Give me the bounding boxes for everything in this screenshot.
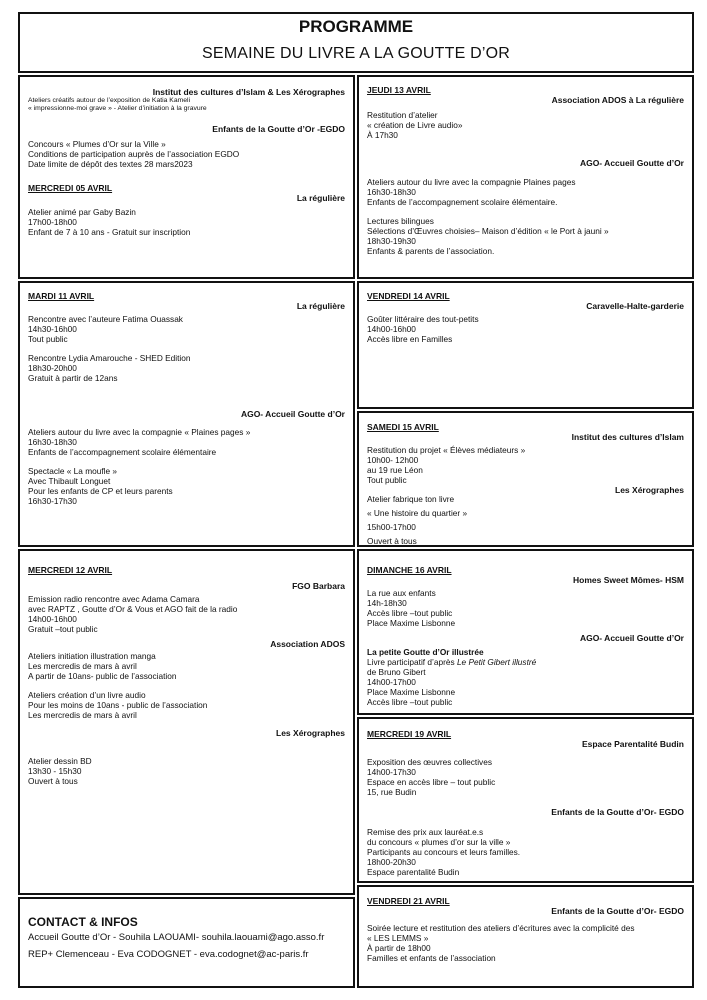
text-line: 14h00-17h00 [367, 677, 416, 687]
book-title: Le Petit Gibert illustré [456, 657, 537, 667]
day-heading: MERCREDI 05 AVRIL [28, 183, 113, 193]
text-line: 13h30 - 15h30 [28, 766, 82, 776]
org-label: FGO Barbara [292, 581, 345, 591]
text-line: Atelier fabrique ton livre [367, 494, 455, 504]
text-line: « création de Livre audio» [367, 120, 463, 130]
text-line: Spectacle « La moufle » [28, 466, 118, 476]
text-line: 18h30-20h00 [28, 363, 77, 373]
text-line: Ateliers créatifs autour de l’exposition de Katia Kameli [28, 97, 191, 104]
org-label: Les Xérographes [615, 485, 684, 495]
text-line: Rencontre avec l’auteure Fatima Ouassak [28, 314, 183, 324]
text-line: Place Maxime Lisbonne [367, 618, 456, 628]
text-line: Sélections d’Œuvres choisies– Maison d’édition « le Port à jauni » [367, 226, 609, 236]
org-label: Institut des cultures d’Islam & Les Xérographes [152, 87, 345, 97]
org-label: AGO- Accueil Goutte d’Or [579, 158, 684, 168]
text-line: Emission radio rencontre avec Adama Camara [28, 594, 200, 604]
text-line: Tout public [28, 334, 68, 344]
text-line: 18h00-20h30 [367, 857, 416, 867]
text-line: Ateliers autour du livre avec la compagnie « Plaines pages » [28, 427, 251, 437]
org-label: Institut des cultures d’Islam [571, 432, 684, 442]
org-label: AGO- Accueil Goutte d’Or [240, 409, 345, 419]
text-line: Enfants & parents de l’association. [367, 246, 495, 256]
text-line: 15h00-17h00 [367, 522, 416, 532]
text-line: 14h00-16h00 [367, 324, 416, 334]
text-line: Tout public [367, 475, 407, 485]
day-heading: JEUDI 13 AVRIL [367, 85, 431, 95]
day-heading: SAMEDI 15 AVRIL [367, 422, 439, 432]
text-line [367, 657, 684, 667]
vendredi-14-section [357, 281, 694, 409]
text-line: La rue aux enfants [367, 588, 436, 598]
text-line: Soirée lecture et restitution des ateliers d’écritures avec la complicité des [367, 923, 635, 933]
text-line: Exposition des œuvres collectives [367, 757, 492, 767]
text-line: Enfants de l’accompagnement scolaire élémentaire [28, 447, 217, 457]
text-line: Les mercredis de mars à avril [28, 710, 137, 720]
text-line: 14h00-17h30 [367, 767, 416, 777]
text-line: du concours « plumes d’or sur la ville » [367, 837, 511, 847]
text-line: 14h00-16h00 [28, 614, 77, 624]
text-line: La petite Goutte d’Or illustrée [367, 647, 484, 657]
text-line: 10h00- 12h00 [367, 455, 419, 465]
org-label: Association ADOS [270, 639, 345, 649]
day-heading: MARDI 11 AVRIL [28, 291, 95, 301]
page-subtitle: SEMAINE DU LIVRE A LA GOUTTE D’OR [201, 45, 510, 62]
mercredi-19-section [357, 717, 694, 883]
text-line: Rencontre Lydia Amarouche - SHED Edition [28, 353, 191, 363]
text-line: Remise des prix aux lauréat.e.s [367, 827, 484, 837]
text-line: Enfants de l’accompagnement scolaire élémentaire. [367, 197, 558, 207]
org-label: Caravelle-Halte-garderie [586, 301, 684, 311]
text-line: Pour les enfants de CP et leurs parents [28, 486, 173, 496]
text-line: Participants au concours et leurs familles. [367, 847, 521, 857]
text-line: À 17h30 [367, 130, 398, 140]
text-line: de Bruno Gibert [367, 667, 426, 677]
text-line: « LES LEMMS » [367, 933, 429, 943]
text-line: 14h30-16h00 [28, 324, 77, 334]
text-line: Accès libre en Familles [367, 334, 453, 344]
org-label: La régulière [296, 193, 345, 203]
text-line: Accès libre –tout public [367, 608, 453, 618]
text-line: 14h-18h30 [367, 598, 407, 608]
page-title: PROGRAMME [298, 17, 414, 36]
mardi-11-section [18, 281, 355, 547]
text-line: Restitution du projet « Élèves médiateurs » [367, 445, 526, 455]
text-line: 16h30-18h30 [28, 437, 77, 447]
contact-heading: CONTACT & INFOS [28, 915, 138, 929]
programme-header [18, 12, 694, 73]
text-line: Concours « Plumes d’Or sur la Ville » [28, 139, 166, 149]
text-line: Restitution d’atelier [367, 110, 438, 120]
text-line: 17h00-18h00 [28, 217, 77, 227]
dimanche-16-section [357, 549, 694, 715]
text-line: Place Maxime Lisbonne [367, 687, 456, 697]
org-label: Enfants de la Goutte d’Or -EGDO [212, 124, 345, 134]
text-line: Goûter littéraire des tout-petits [367, 314, 479, 324]
text-line: À partir de 18h00 [367, 943, 431, 953]
vendredi-21-section [357, 885, 694, 988]
jeudi-13-section [357, 75, 694, 279]
text-line: Date limite de dépôt des textes 28 mars2023 [28, 159, 193, 169]
org-label: Enfants de la Goutte d’Or- EGDO [551, 906, 684, 916]
text-line: Lectures bilingues [367, 216, 434, 226]
text-line: « impressionne-moi grave » - Atelier d’initiation à la gravure [28, 105, 207, 112]
text-fragment: Livre participatif d’après [367, 657, 457, 667]
text-line: 15, rue Budin [367, 787, 417, 797]
intro-section [18, 75, 355, 279]
org-label: Les Xérographes [276, 728, 345, 738]
text-line: Accès libre –tout public [367, 697, 453, 707]
text-line: Atelier animé par Gaby Bazin [28, 207, 136, 217]
text-line: Avec Thibault Longuet [28, 476, 111, 486]
day-heading: DIMANCHE 16 AVRIL [367, 565, 452, 575]
text-line: Gratuit –tout public [28, 624, 98, 634]
text-line: « Une histoire du quartier » [367, 508, 468, 518]
day-heading: MERCREDI 12 AVRIL [28, 565, 113, 575]
text-line: Ateliers autour du livre avec la compagnie Plaines pages [367, 177, 576, 187]
text-line: au 19 rue Léon [367, 465, 423, 475]
text-line: Familles et enfants de l’association [367, 953, 496, 963]
org-label: La régulière [296, 301, 345, 311]
text-line: avec RAPTZ , Goutte d’Or & Vous et AGO fait de la radio [28, 604, 238, 614]
samedi-15-section [357, 411, 694, 547]
text-line: Espace parentalité Budin [367, 867, 460, 877]
day-heading: MERCREDI 19 AVRIL [367, 729, 452, 739]
day-heading: VENDREDI 14 AVRIL [367, 291, 450, 301]
contact-section [18, 897, 355, 988]
org-label: Homes Sweet Mômes- HSM [573, 575, 684, 585]
text-line: Ouvert à tous [28, 776, 78, 786]
text-line: Ateliers initiation illustration manga [28, 651, 156, 661]
text-line: 18h30-19h30 [367, 236, 416, 246]
text-line: Pour les moins de 10ans - public de l’association [28, 700, 208, 710]
contact-line: REP+ Clemenceau - Eva CODOGNET - eva.codognet@ac-paris.fr [28, 949, 309, 960]
text-line: Gratuit à partir de 12ans [28, 373, 118, 383]
day-heading: VENDREDI 21 AVRIL [367, 896, 450, 906]
org-label: Enfants de la Goutte d’Or- EGDO [551, 807, 684, 817]
text-line: A partir de 10ans- public de l’association [28, 671, 177, 681]
text-line: Atelier dessin BD [28, 756, 92, 766]
org-label: Espace Parentalité Budin [581, 739, 684, 749]
text-line: Ouvert à tous [367, 536, 417, 546]
text-line: 16h30-17h30 [28, 496, 77, 506]
text-line: Conditions de participation auprès de l’association EGDO [28, 149, 240, 159]
text-line: Espace en accès libre – tout public [367, 777, 496, 787]
org-label: Association ADOS à La régulière [551, 95, 684, 105]
text-line: Les mercredis de mars à avril [28, 661, 137, 671]
mercredi-12-section [18, 549, 355, 895]
text-line: Enfant de 7 à 10 ans - Gratuit sur inscription [28, 227, 191, 237]
text-line: Ateliers création d’un livre audio [28, 690, 146, 700]
org-label: AGO- Accueil Goutte d’Or [579, 633, 684, 643]
text-line: 16h30-18h30 [367, 187, 416, 197]
contact-line: Accueil Goutte d’Or - Souhila LAOUAMI- souhila.laouami@ago.asso.fr [28, 932, 325, 943]
